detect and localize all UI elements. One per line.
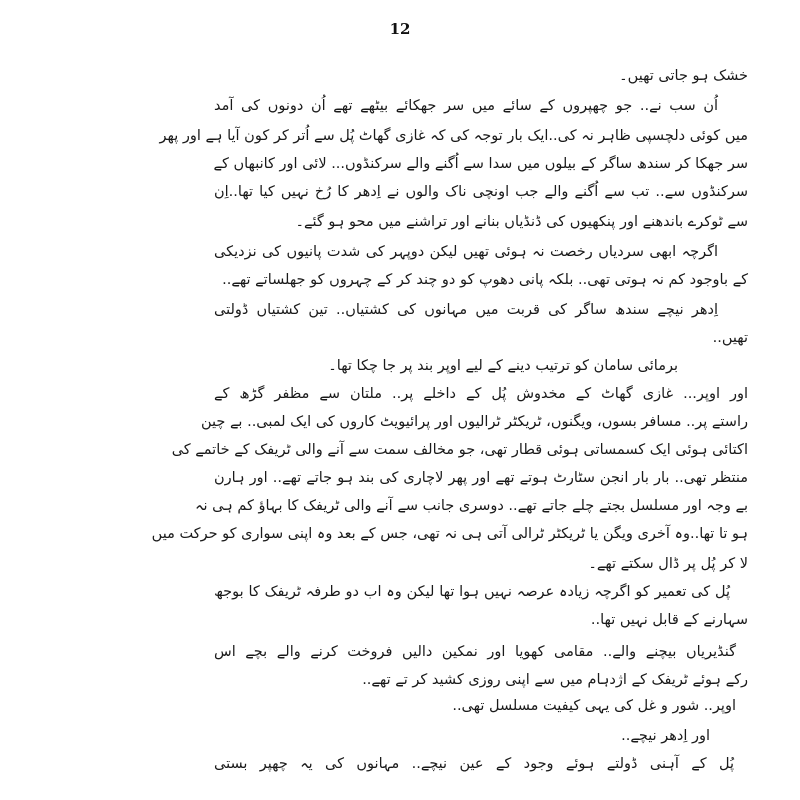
text-line: رکے ہوئے ٹریفک کے اژدہام میں سے اپنی روزی کشید کر تے تھے.. <box>362 672 748 688</box>
text-line: اور اِدھر نیچے.. <box>621 728 710 744</box>
text-line: پُل کی تعمیر کو اگرچہ زیادہ عرصہ نہیں ہوا تھا لیکن وہ اب دو طرفہ ٹریفک کا بوجھ <box>214 584 730 600</box>
text-line: اوپر.. شور و غل کی یہی کیفیت مسلسل تھی.. <box>452 698 736 714</box>
text-line: سرکنڈوں سے.. تب سے اُگنے والے جب اونچی ناک والوں نے اِدھر کا رُخ نہیں کیا تھا..اِن <box>214 184 748 200</box>
text-line: کے باوجود کم نہ ہوتی تھی.. بلکہ پانی دھوپ کو دو چند کر کے چہروں کو جھلساتے تھے.. <box>222 272 748 288</box>
text-line: گنڈیریاں بیچنے والے.. مقامی کھویا اور نمکین دالیں فروخت کرنے والے بچے اس <box>214 644 736 660</box>
text-line: اگرچہ ابھی سردیاں رخصت نہ ہوئی تھیں لیکن دوپہر کی شدت پانیوں کی نزدیکی <box>214 244 718 260</box>
text-line: سے ٹوکرے باندھنے اور پنکھیوں کی ڈنڈیاں بنانے اور تراشنے میں محو ہو گئے۔ <box>295 214 748 230</box>
text-line: اور اوپر... غازی گھاٹ کے مخدوش پُل کے داخلے پر.. ملتان سے مظفر گڑھ کے <box>214 386 748 402</box>
text-line: خشک ہو جاتی تھیں۔ <box>619 68 748 84</box>
text-line: لا کر پُل پر ڈال سکتے تھے۔ <box>588 556 748 572</box>
text-line: بے وجہ اور مسلسل بجتے چلے جاتے تھے.. دوسری جانب سے آنے والی ٹریفک کا بہاؤ کم ہی نہ <box>195 498 748 514</box>
text-line: تھیں.. <box>712 330 748 346</box>
text-line: اکتائی ہوئی ایک کسمساتی ہوئی قطار تھی، جو مخالف سمت سے آنے والی ٹریفک کے خاتمے کی <box>171 442 748 458</box>
text-line: سر جھکا کر سندھ ساگر کے بیلوں میں سدا سے اُگنے والے سرکنڈوں... لائی اور کانبھاں کے <box>213 156 748 172</box>
text-line: برمائی سامان کو ترتیب دینے کے لیے اوپر بند پر جا چکا تھا۔ <box>328 358 678 374</box>
text-line: راستے پر.. مسافر بسوں، ویگنوں، ٹریکٹر ٹرالیوں اور پرائیویٹ کاروں کی ایک لمبی.. بے چین <box>200 414 748 430</box>
text-line: اِدھر نیچے سندھ ساگر کی قربت میں مہانوں کی کشتیاں.. تین کشتیاں ڈولتی <box>214 302 718 318</box>
text-line: ہو تا تھا..وہ آخری ویگن یا ٹریکٹر ٹرالی آتی ہی نہ تھی، جس کے بعد وہ اپنی سواری کو حرکت میں <box>151 526 748 542</box>
text-line: منتظر تھی.. بار بار انجن سٹارٹ ہوتے تھے اور پھر لاچاری کی بند ہو جاتے تھے.. اور ہارن <box>214 470 748 486</box>
page-number: 12 <box>389 20 411 38</box>
text-line: سہارنے کے قابل نہیں تھا.. <box>590 612 748 628</box>
text-line: پُل کے آہنی ڈولتے ہوئے وجود کے عین نیچے.. مہانوں کی یہ چھپر بستی <box>214 756 734 772</box>
text-line: میں کوئی دلچسپی ظاہر نہ کی..ایک بار توجہ کی کہ غازی گھاٹ پُل سے اُتر کر کون آیا ہے اور پھر <box>159 128 748 144</box>
text-line: اُن سب نے.. جو چھپروں کے سائے میں سر جھکائے بیٹھے تھے اُن دونوں کی آمد <box>214 98 718 114</box>
